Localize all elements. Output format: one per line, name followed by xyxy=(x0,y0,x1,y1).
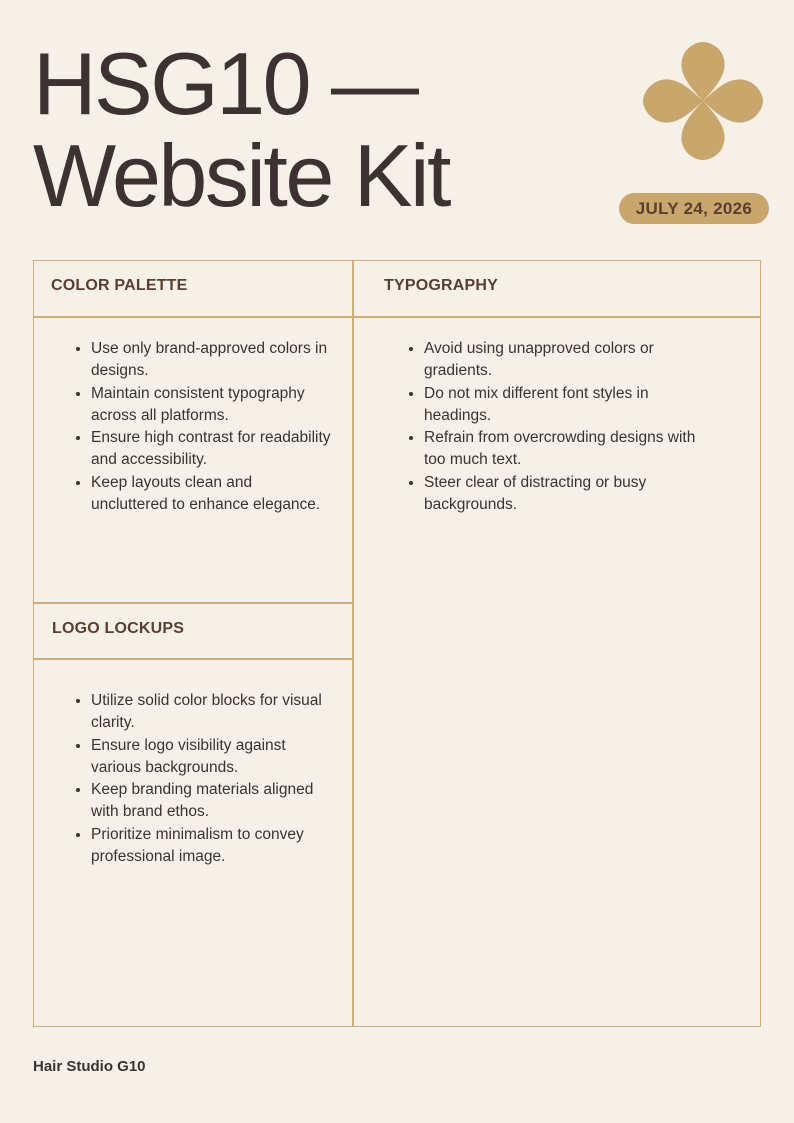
page-title-line-2: Website Kit xyxy=(33,126,449,225)
color-palette-heading: COLOR PALETTE xyxy=(51,277,188,294)
header-row-divider xyxy=(34,316,760,318)
list-item: • Steer clear of distracting or busy backgrounds. xyxy=(424,472,704,517)
list-item: • Avoid using unapproved colors or gradients. xyxy=(424,338,704,383)
logo-lockups-heading: LOGO LOCKUPS xyxy=(52,620,185,637)
color-palette-list xyxy=(69,338,331,516)
typography-list xyxy=(402,338,704,516)
list-item: • Maintain consistent typography across all platforms. xyxy=(91,383,331,428)
section-divider-top xyxy=(34,602,352,604)
page-title xyxy=(33,34,449,225)
typography-heading: TYPOGRAPHY xyxy=(384,277,499,294)
page-title-line-1: HSG10 — xyxy=(33,34,417,133)
guidelines-grid xyxy=(33,260,761,1027)
list-item: • Use only brand-approved colors in designs. xyxy=(91,338,331,383)
list-item: • Keep layouts clean and uncluttered to enhance elegance. xyxy=(91,472,331,517)
section-divider-bottom xyxy=(34,658,352,660)
list-item: • Keep branding materials aligned with brand ethos. xyxy=(91,779,331,824)
list-item: • Do not mix different font styles in headings. xyxy=(424,383,704,428)
column-divider xyxy=(352,261,354,1026)
logo-lockups-list xyxy=(69,690,331,868)
four-petal-flower-icon xyxy=(643,42,763,160)
list-item: • Ensure high contrast for readability and accessibility. xyxy=(91,427,331,472)
list-item: • Utilize solid color blocks for visual clarity. xyxy=(91,690,331,735)
footer-brand: Hair Studio G10 xyxy=(33,1058,146,1075)
list-item: • Prioritize minimalism to convey professional image. xyxy=(91,824,331,869)
list-item: • Ensure logo visibility against various backgrounds. xyxy=(91,735,331,780)
list-item: • Refrain from overcrowding designs with too much text. xyxy=(424,427,704,472)
date-badge: JULY 24, 2026 xyxy=(619,193,769,224)
